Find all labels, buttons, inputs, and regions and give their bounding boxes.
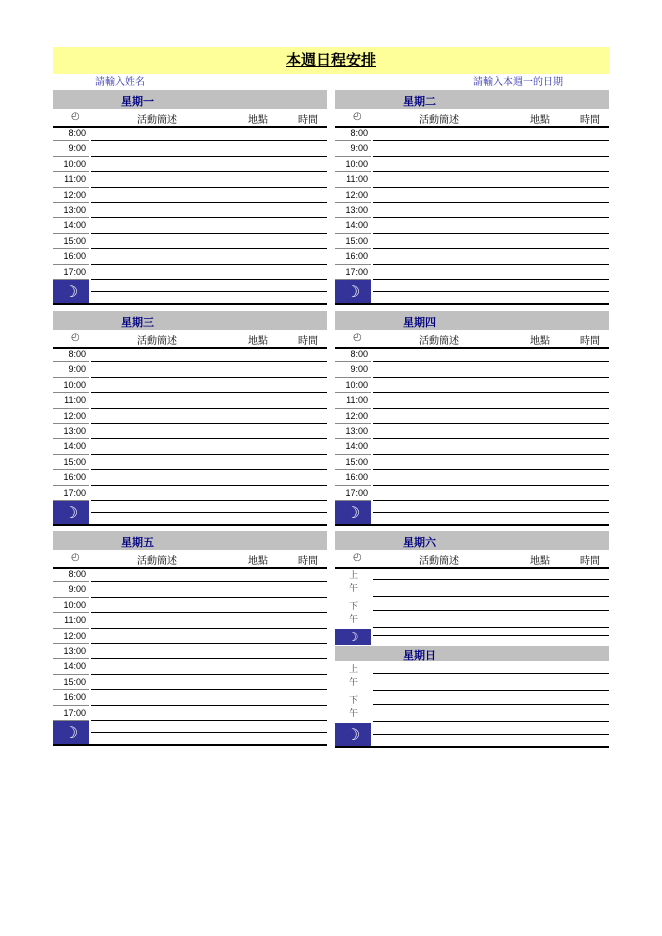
- hour-label: 8:00: [350, 128, 368, 138]
- hour-slot[interactable]: [53, 470, 327, 485]
- activity-column-label: 活動簡述: [137, 336, 177, 347]
- hour-slot[interactable]: [53, 582, 327, 597]
- day-header: [53, 531, 327, 550]
- hour-label: 15:00: [63, 676, 86, 687]
- time-column-label: 時間: [580, 336, 600, 347]
- hour-slot[interactable]: [53, 567, 327, 582]
- hour-label: 8:00: [68, 128, 86, 138]
- hour-label: 10:00: [345, 379, 368, 390]
- time-column-label: 時間: [298, 336, 318, 347]
- hour-slot[interactable]: [335, 439, 609, 454]
- clock-icon: ◴: [353, 111, 362, 122]
- moon-icon: ☽: [53, 280, 89, 304]
- location-column-label: 地點: [248, 556, 268, 567]
- hour-label: 10:00: [63, 158, 86, 169]
- hour-label: 17:00: [63, 707, 86, 718]
- column-header: [335, 109, 609, 126]
- page-title: 本週日程安排: [285, 51, 376, 69]
- activity-column-label: 活動簡述: [137, 115, 177, 126]
- hour-label: 16:00: [63, 251, 86, 262]
- saturday-afternoon-row[interactable]: [335, 598, 609, 629]
- hour-label: 15:00: [345, 235, 368, 246]
- hour-label: 10:00: [63, 599, 86, 610]
- day-title: 星期三: [121, 316, 154, 329]
- clock-icon: ◴: [71, 552, 80, 563]
- evening-row[interactable]: [53, 501, 327, 526]
- hour-label: 16:00: [63, 472, 86, 483]
- day-panel-tuesday: [335, 90, 609, 305]
- hour-slot[interactable]: [53, 409, 327, 424]
- hour-label: 17:00: [345, 266, 368, 277]
- hour-label: 15:00: [63, 456, 86, 467]
- location-column-label: 地點: [530, 556, 550, 567]
- hour-slot[interactable]: [53, 234, 327, 249]
- hour-slot[interactable]: [53, 141, 327, 156]
- hour-label: 13:00: [63, 204, 86, 215]
- hour-slot[interactable]: [53, 659, 327, 674]
- pm-label: 下午: [349, 696, 359, 719]
- hour-slot[interactable]: [53, 249, 327, 264]
- day-panel-monday: [53, 90, 327, 305]
- hour-label: 17:00: [63, 487, 86, 498]
- clock-icon: ◴: [353, 332, 362, 343]
- hour-label: 16:00: [345, 251, 368, 262]
- day-panel-wednesday: [53, 311, 327, 526]
- hour-slot[interactable]: [53, 265, 327, 280]
- column-header: [53, 109, 327, 126]
- day-header: [335, 311, 609, 330]
- hour-slot[interactable]: [335, 249, 609, 264]
- time-column-label: 時間: [580, 115, 600, 126]
- column-header: [53, 550, 327, 567]
- title-bar: [53, 47, 609, 74]
- hour-label: 14:00: [63, 220, 86, 231]
- hour-label: 13:00: [345, 204, 368, 215]
- hour-label: 8:00: [68, 349, 86, 359]
- hour-slot[interactable]: [335, 424, 609, 439]
- hour-slots: [335, 347, 609, 501]
- hour-label: 8:00: [68, 569, 86, 579]
- hour-label: 13:00: [63, 425, 86, 436]
- evening-row[interactable]: [53, 721, 327, 746]
- day-header: [335, 646, 609, 661]
- hour-label: 17:00: [63, 266, 86, 277]
- hour-slot[interactable]: [335, 234, 609, 249]
- hour-label: 12:00: [63, 630, 86, 641]
- hour-slot[interactable]: [335, 455, 609, 470]
- evening-row[interactable]: [335, 280, 609, 305]
- hour-label: 11:00: [346, 174, 368, 185]
- location-column-label: 地點: [248, 336, 268, 347]
- hour-label: 10:00: [63, 379, 86, 390]
- hour-slot[interactable]: [53, 598, 327, 613]
- hour-slot[interactable]: [335, 203, 609, 218]
- hour-slot[interactable]: [53, 690, 327, 705]
- hour-slot[interactable]: [53, 424, 327, 439]
- saturday-morning-row[interactable]: [335, 567, 609, 598]
- hour-slot[interactable]: [53, 362, 327, 377]
- hour-label: 12:00: [63, 189, 86, 200]
- sunday-morning-row[interactable]: [335, 661, 609, 692]
- hour-label: 9:00: [68, 584, 86, 595]
- hour-slot[interactable]: [53, 393, 327, 408]
- activity-column-label: 活動簡述: [137, 556, 177, 567]
- activity-column-label: 活動簡述: [419, 336, 459, 347]
- hour-slot[interactable]: [53, 455, 327, 470]
- hour-slot[interactable]: [53, 126, 327, 141]
- hour-slots: [53, 126, 327, 280]
- hour-slot[interactable]: [53, 644, 327, 659]
- hour-label: 15:00: [345, 456, 368, 467]
- hour-label: 9:00: [68, 364, 86, 375]
- day-title: 星期二: [403, 95, 436, 108]
- hour-slot[interactable]: [335, 218, 609, 233]
- hour-label: 17:00: [345, 487, 368, 498]
- hour-slot[interactable]: [53, 706, 327, 721]
- clock-icon: ◴: [353, 552, 362, 563]
- hour-slot[interactable]: [53, 613, 327, 628]
- saturday-evening-row[interactable]: [335, 629, 609, 646]
- moon-icon: ☽: [335, 723, 371, 747]
- hour-slot[interactable]: [53, 203, 327, 218]
- time-column-label: 時間: [298, 556, 318, 567]
- hour-label: 12:00: [345, 189, 368, 200]
- hour-label: 16:00: [63, 692, 86, 703]
- column-header: [53, 330, 327, 347]
- hour-slots: [53, 347, 327, 501]
- hour-slot[interactable]: [335, 126, 609, 141]
- hour-slot[interactable]: [53, 439, 327, 454]
- moon-icon: ☽: [335, 629, 371, 645]
- hour-slot[interactable]: [335, 172, 609, 187]
- day-title: 星期五: [121, 536, 154, 549]
- hour-label: 16:00: [345, 472, 368, 483]
- day-header: [53, 311, 327, 330]
- sunday-afternoon-row[interactable]: [335, 692, 609, 723]
- hour-label: 10:00: [345, 158, 368, 169]
- hour-label: 14:00: [345, 220, 368, 231]
- hour-label: 9:00: [350, 364, 368, 375]
- sunday-evening-row[interactable]: [335, 723, 609, 748]
- hour-slot[interactable]: [335, 188, 609, 203]
- pm-label: 下午: [349, 602, 359, 625]
- week-date-input[interactable]: 請輸入本週一的日期: [473, 77, 563, 88]
- hour-slot[interactable]: [335, 393, 609, 408]
- am-label: 上午: [349, 665, 359, 688]
- hour-slots: [335, 126, 609, 280]
- column-header: [335, 330, 609, 347]
- hour-label: 13:00: [63, 645, 86, 656]
- moon-icon: ☽: [53, 501, 89, 525]
- hour-slot[interactable]: [53, 188, 327, 203]
- location-column-label: 地點: [530, 115, 550, 126]
- clock-icon: ◴: [71, 111, 80, 122]
- hour-slot[interactable]: [335, 378, 609, 393]
- hour-label: 13:00: [345, 425, 368, 436]
- day-panel-thursday: [335, 311, 609, 526]
- day-header: [335, 531, 609, 550]
- name-input[interactable]: 請輸入姓名: [95, 77, 145, 88]
- hour-slot[interactable]: [335, 157, 609, 172]
- hour-slot[interactable]: [53, 347, 327, 362]
- activity-column-label: 活動簡述: [419, 115, 459, 126]
- time-column-label: 時間: [298, 115, 318, 126]
- hour-label: 14:00: [345, 441, 368, 452]
- day-title: 星期四: [403, 316, 436, 329]
- hour-slot[interactable]: [53, 157, 327, 172]
- hour-label: 9:00: [68, 143, 86, 154]
- hour-slot[interactable]: [53, 675, 327, 690]
- hour-slot[interactable]: [53, 486, 327, 501]
- day-title: 星期日: [403, 649, 436, 662]
- hour-slot[interactable]: [335, 409, 609, 424]
- day-title: 星期一: [121, 95, 154, 108]
- day-panel-weekend: [335, 531, 609, 748]
- hour-label: 9:00: [350, 143, 368, 154]
- hour-label: 11:00: [64, 174, 86, 185]
- hour-label: 14:00: [63, 661, 86, 672]
- hour-label: 12:00: [63, 410, 86, 421]
- hour-label: 12:00: [345, 410, 368, 421]
- moon-icon: ☽: [335, 280, 371, 304]
- evening-row[interactable]: [335, 501, 609, 526]
- activity-column-label: 活動簡述: [419, 556, 459, 567]
- hour-label: 11:00: [346, 395, 368, 406]
- hour-label: 11:00: [64, 615, 86, 626]
- day-title: 星期六: [403, 536, 436, 549]
- hour-slot[interactable]: [335, 470, 609, 485]
- location-column-label: 地點: [530, 336, 550, 347]
- hour-slot[interactable]: [53, 378, 327, 393]
- column-header: [335, 550, 609, 567]
- hour-slot[interactable]: [335, 265, 609, 280]
- hour-label: 8:00: [350, 349, 368, 359]
- hour-label: 11:00: [64, 395, 86, 406]
- hour-slots: [53, 567, 327, 721]
- moon-icon: ☽: [53, 721, 89, 745]
- day-header: [335, 90, 609, 109]
- location-column-label: 地點: [248, 115, 268, 126]
- evening-row[interactable]: [53, 280, 327, 305]
- hour-slot[interactable]: [335, 486, 609, 501]
- time-column-label: 時間: [580, 556, 600, 567]
- moon-icon: ☽: [335, 501, 371, 525]
- hour-slot[interactable]: [53, 629, 327, 644]
- day-header: [53, 90, 327, 109]
- hour-slot[interactable]: [335, 362, 609, 377]
- hour-label: 14:00: [63, 441, 86, 452]
- hour-slot[interactable]: [53, 172, 327, 187]
- hour-slot[interactable]: [335, 347, 609, 362]
- day-panel-friday: [53, 531, 327, 746]
- hour-slot[interactable]: [335, 141, 609, 156]
- hour-slot[interactable]: [53, 218, 327, 233]
- clock-icon: ◴: [71, 332, 80, 343]
- hour-label: 15:00: [63, 235, 86, 246]
- am-label: 上午: [349, 571, 359, 594]
